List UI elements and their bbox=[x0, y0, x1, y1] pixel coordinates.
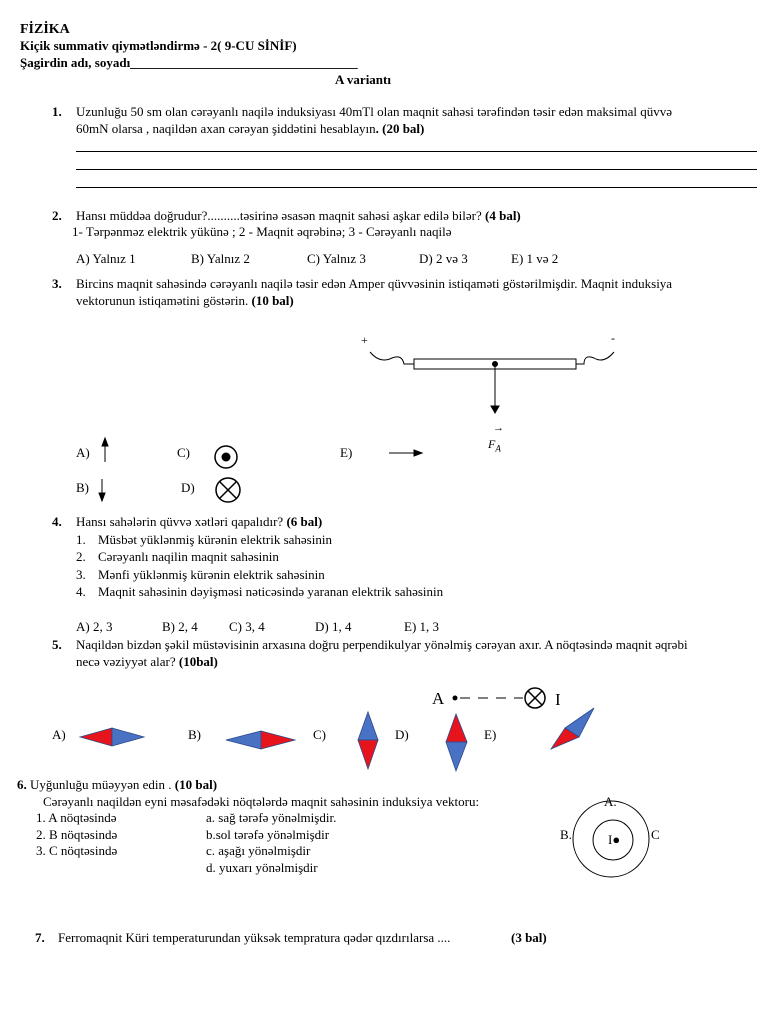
q1-text-line1: Uzunluğu 50 sm olan cərəyanlı naqilə induksiyası 40mTl olan maqnit sahəsi tərəfindən təsir edən maksimal qüvvə bbox=[76, 104, 673, 119]
q2-points: (4 bal) bbox=[485, 208, 521, 223]
q2-option[interactable]: A) Yalnız 1 bbox=[76, 251, 136, 266]
q5-option-label[interactable]: B) bbox=[188, 727, 201, 742]
q4-question: Hansı sahələrin qüvvə xətləri qapalıdır? bbox=[76, 514, 284, 529]
q4-option[interactable]: E) 1, 3 bbox=[404, 619, 440, 634]
inner-conductor-circle bbox=[593, 820, 633, 860]
q3-points: (10 bal) bbox=[251, 293, 294, 308]
q7-text: Ferromaqnit Küri temperaturundan yüksək tempratura qədər qızdırılarsa .... bbox=[58, 930, 451, 945]
q3-option-b-label[interactable]: B) bbox=[76, 480, 89, 495]
q7-number: 7. bbox=[35, 930, 45, 945]
q3-option-e-label[interactable]: E) bbox=[340, 445, 353, 460]
q4-option[interactable]: C) 3, 4 bbox=[229, 619, 265, 634]
q6-number: 6. bbox=[17, 777, 27, 792]
q3-number: 3. bbox=[52, 276, 62, 291]
point-a-dot bbox=[453, 696, 458, 701]
q5-option-b-needle[interactable] bbox=[226, 731, 295, 749]
q3-text-line2-body: vektorunun istiqamətini göstərin. bbox=[76, 293, 249, 308]
q4-option[interactable]: B) 2, 4 bbox=[162, 619, 198, 634]
q4-option[interactable]: D) 1, 4 bbox=[315, 619, 352, 634]
subject-title: FİZİKA bbox=[20, 22, 70, 37]
q3-option-d-label[interactable]: D) bbox=[181, 480, 195, 495]
q4-item: 1. Müsbət yüklənmiş kürənin elektrik sahəsinin bbox=[76, 532, 332, 547]
q5-point-a-label: A bbox=[432, 689, 445, 708]
q2-number: 2. bbox=[52, 208, 62, 223]
q6-point-c-label: C bbox=[651, 827, 660, 842]
q5-option-label[interactable]: A) bbox=[52, 727, 66, 742]
q5-number: 5. bbox=[52, 637, 62, 652]
q3-option-c-dot-circle-icon[interactable] bbox=[215, 446, 237, 468]
student-name-field[interactable]: Şagirdin adı, soyadı___________________________________ bbox=[20, 55, 358, 70]
force-label-letter: F bbox=[488, 437, 496, 451]
ampere-force-arrowhead bbox=[491, 406, 499, 413]
q4-item-text: Maqnit sahəsinin dəyişməsi nəticəsində yaranan elektrik sahəsinin bbox=[98, 584, 444, 599]
q1-text-line2-body: 60mN olarsa , naqildən axan cərəyan şiddətini hesablayın bbox=[76, 121, 376, 136]
current-into-page-icon bbox=[525, 688, 545, 708]
q4-item-text: Mənfi yüklənmiş kürənin elektrik sahəsinin bbox=[98, 567, 325, 582]
q6-title: Uyğunluğu müəyyən edin . bbox=[26, 777, 172, 792]
q5-option-label[interactable]: C) bbox=[313, 727, 326, 742]
q3-option-a-up-arrow[interactable] bbox=[102, 438, 108, 462]
force-vector-arrow-label: → bbox=[493, 422, 504, 434]
q5-option-label[interactable]: E) bbox=[484, 727, 497, 742]
q5-text-line2-body: necə vəziyyət alar? bbox=[76, 654, 176, 669]
minus-terminal-label: - bbox=[611, 331, 615, 345]
q3-option-d-cross-circle-icon[interactable] bbox=[216, 478, 240, 502]
q3-option-b-down-arrow[interactable] bbox=[99, 479, 105, 501]
q5-option-a-needle[interactable] bbox=[80, 728, 144, 746]
q5-option-label[interactable]: D) bbox=[395, 727, 409, 742]
variant-label: A variantı bbox=[335, 72, 391, 87]
q5-current-label: I bbox=[555, 690, 561, 709]
q4-option[interactable]: A) 2, 3 bbox=[76, 619, 113, 634]
q6-current-label: I● bbox=[608, 832, 621, 847]
q4-item-text: Müsbət yüklənmiş kürənin elektrik sahəsinin bbox=[98, 532, 332, 547]
q3-option-c-label[interactable]: C) bbox=[177, 445, 190, 460]
q6-point-b-label: B. bbox=[560, 827, 572, 842]
q3-conductor-diagram bbox=[370, 352, 614, 413]
q4-number: 4. bbox=[52, 514, 62, 529]
q6-right-item: b.sol tərəfə yönəlmişdir bbox=[206, 827, 330, 842]
q6-right-item: a. sağ tərəfə yönəlmişdir. bbox=[206, 810, 337, 825]
q5-field-diagram bbox=[453, 688, 546, 708]
plus-terminal-label: + bbox=[361, 333, 368, 347]
q5-text-line1: Naqildən bizdən şəkil müstəvisinin arxasına doğru perpendikulyar yönəlmiş cərəyan axır. A nöqtəsində maqnit əqrəbi bbox=[76, 637, 688, 652]
q2-option[interactable]: C) Yalnız 3 bbox=[307, 251, 366, 266]
q2-subtext: 1- Tərpənməz elektrik yükünə ; 2 - Maqnit əqrəbinə; 3 - Cərəyanlı naqilə bbox=[72, 224, 452, 239]
q2-option[interactable]: D) 2 və 3 bbox=[419, 251, 468, 266]
q6-right-item: c. aşağı yönəlmişdir bbox=[206, 843, 311, 858]
q4-item-text: Cərəyanlı naqilin maqnit sahəsinin bbox=[98, 549, 279, 564]
q6-left-item: 3. C nöqtəsində bbox=[36, 843, 118, 858]
q3-text-line1: Bircins maqnit sahəsində cərəyanlı naqilə təsir edən Amper qüvvəsinin istiqaməti göstərilmişdir. Maqnit induksiya bbox=[76, 276, 673, 291]
q4-item: 4. Maqnit sahəsinin dəyişməsi nəticəsində yaranan elektrik sahəsinin bbox=[76, 584, 444, 599]
q6-left-item: 1. A nöqtəsində bbox=[36, 810, 117, 825]
q6-field-diagram bbox=[573, 801, 649, 877]
q5-option-e-needle[interactable] bbox=[551, 708, 594, 749]
q5-option-c-needle[interactable] bbox=[358, 712, 378, 769]
q5-points: (10bal) bbox=[178, 654, 218, 669]
q3-option-e-right-arrow[interactable] bbox=[389, 450, 422, 456]
q7-points: (3 bal) bbox=[511, 930, 547, 945]
test-title: Kiçik summativ qiymətləndirmə - 2( 9-CU SİNİF) bbox=[20, 38, 297, 53]
q3-option-a-label[interactable]: A) bbox=[76, 445, 90, 460]
q5-option-d-needle[interactable] bbox=[446, 714, 467, 771]
outer-field-circle bbox=[573, 801, 649, 877]
right-wire-brace bbox=[576, 352, 614, 364]
q2-option[interactable]: E) 1 və 2 bbox=[511, 251, 559, 266]
q6-right-item: d. yuxarı yönəlmişdir bbox=[206, 860, 318, 875]
force-label-subscript: A bbox=[495, 443, 501, 454]
q4-points: (6 bal) bbox=[286, 514, 323, 529]
q2-question: Hansı müddəa doğrudur?..........təsirinə əsasən maqnit sahəsi aşkar edilə bilər? bbox=[76, 208, 482, 223]
q6-left-item: 2. B nöqtəsində bbox=[36, 827, 118, 842]
q6-points: (10 bal) bbox=[174, 777, 218, 792]
left-wire-brace bbox=[370, 352, 414, 364]
q6-subtitle: Cərəyanlı naqildən eyni məsafədəki nöqtələrdə maqnit sahəsinin induksiya vektoru: bbox=[43, 794, 480, 809]
q2-option[interactable]: B) Yalnız 2 bbox=[191, 251, 250, 266]
q6-point-a-label: A. bbox=[604, 794, 617, 809]
q1-number: 1. bbox=[52, 104, 62, 119]
q4-item: 2. Cərəyanlı naqilin maqnit sahəsinin bbox=[76, 549, 279, 564]
q4-item: 3. Mənfi yüklənmiş kürənin elektrik sahəsinin bbox=[76, 567, 325, 582]
q1-points: . (20 bal) bbox=[375, 121, 425, 136]
